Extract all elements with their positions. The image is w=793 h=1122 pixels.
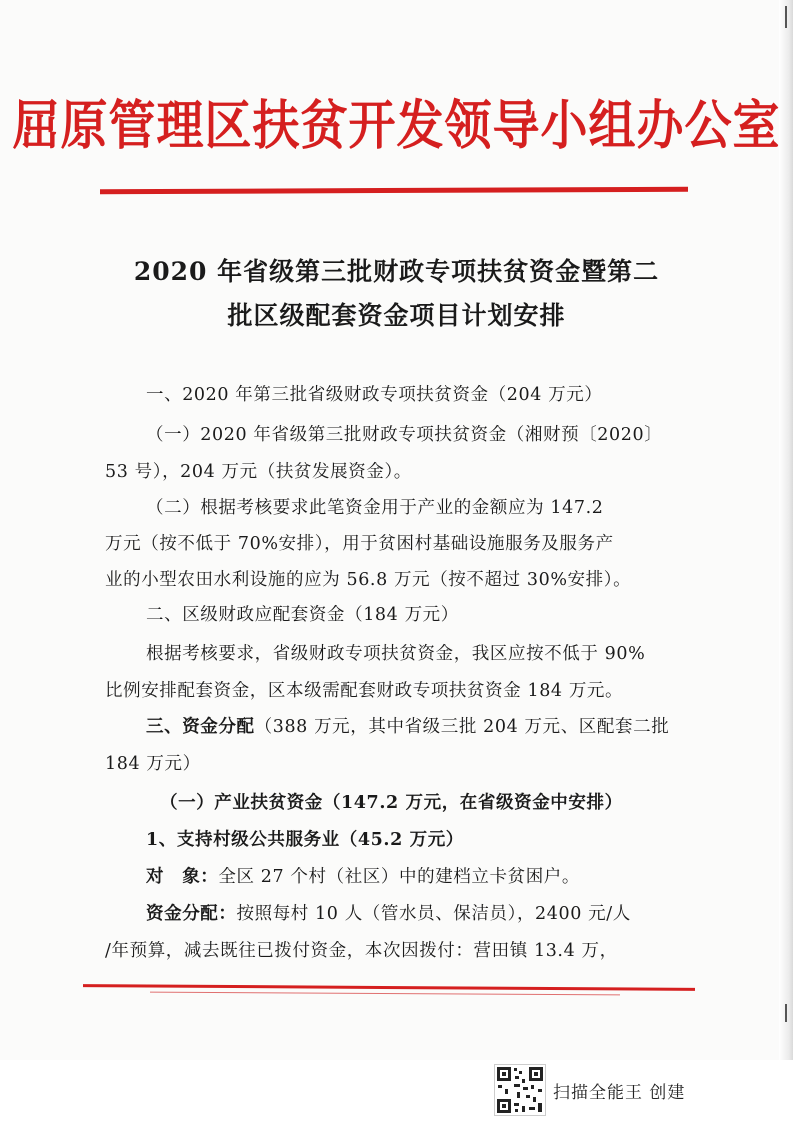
section-3-heading-rest: （388 万元，其中省级三批 204 万元、区配套二批 bbox=[254, 717, 670, 737]
footer-red-rule-thin bbox=[150, 992, 620, 996]
target-label: 对 象： bbox=[146, 867, 219, 887]
footer-red-rule bbox=[83, 984, 695, 991]
section-3-heading-line-1 bbox=[146, 713, 669, 738]
section-2-para-line-1: 根据考核要求，省级财政专项扶贫资金，我区应按不低于 90% bbox=[146, 644, 646, 664]
letterhead-title: 屈原管理区扶贫开发领导小组办公室 bbox=[12, 95, 781, 157]
target-text: 全区 27 个村（社区）中的建档立卡贫困户。 bbox=[218, 867, 580, 887]
subsection-1-heading: （一）产业扶贫资金（147.2 万元，在省级资金中安排） bbox=[160, 793, 623, 813]
section-3-heading-line-2: 184 万元） bbox=[105, 754, 201, 774]
section-1-para-1-line-1: （一）2020 年省级第三批财政专项扶贫资金（湘财预〔2020〕 bbox=[146, 425, 663, 445]
letterhead-red-rule bbox=[100, 187, 688, 195]
document-title-line-1: 2020 年省级第三批财政专项扶贫资金暨第二 bbox=[133, 257, 660, 286]
allocation-line-1 bbox=[146, 900, 631, 925]
section-2-para-line-2: 比例安排配套资金，区本级需配套财政专项扶贫资金 184 万元。 bbox=[105, 681, 624, 701]
item-1-heading: 1、支持村级公共服务业（45.2 万元） bbox=[146, 830, 464, 850]
qr-code-icon bbox=[494, 1064, 546, 1116]
section-1-heading: 一、2020 年第三批省级财政专项扶贫资金（204 万元） bbox=[146, 385, 603, 405]
section-1-para-2-line-2: 万元（按不低于 70%安排），用于贫困村基础设施服务及服务产 bbox=[105, 534, 614, 554]
section-1-para-1-line-2: 53 号），204 万元（扶贫发展资金）。 bbox=[105, 462, 412, 482]
document-title-line-2: 批区级配套资金项目计划安排 bbox=[227, 301, 566, 330]
section-2-heading: 二、区级财政应配套资金（184 万元） bbox=[146, 605, 459, 625]
target-line bbox=[146, 863, 580, 888]
edge-mark bbox=[785, 6, 787, 28]
section-3-heading: 三、资金分配 bbox=[146, 717, 255, 737]
allocation-label: 资金分配： bbox=[146, 904, 237, 924]
section-1-para-2-line-3: 业的小型农田水利设施的应为 56.8 万元（按不超过 30%安排）。 bbox=[105, 570, 632, 590]
scanner-watermark-text: 扫描全能王 创建 bbox=[553, 1083, 686, 1103]
edge-mark bbox=[785, 1004, 787, 1022]
allocation-text-1: 按照每村 10 人（管水员、保洁员），2400 元/人 bbox=[236, 904, 631, 924]
allocation-line-2: /年预算，减去既往已拨付资金，本次因拨付：营田镇 13.4 万， bbox=[105, 941, 618, 961]
section-1-para-2-line-1: （二）根据考核要求此笔资金用于产业的金额应为 147.2 bbox=[146, 498, 604, 518]
